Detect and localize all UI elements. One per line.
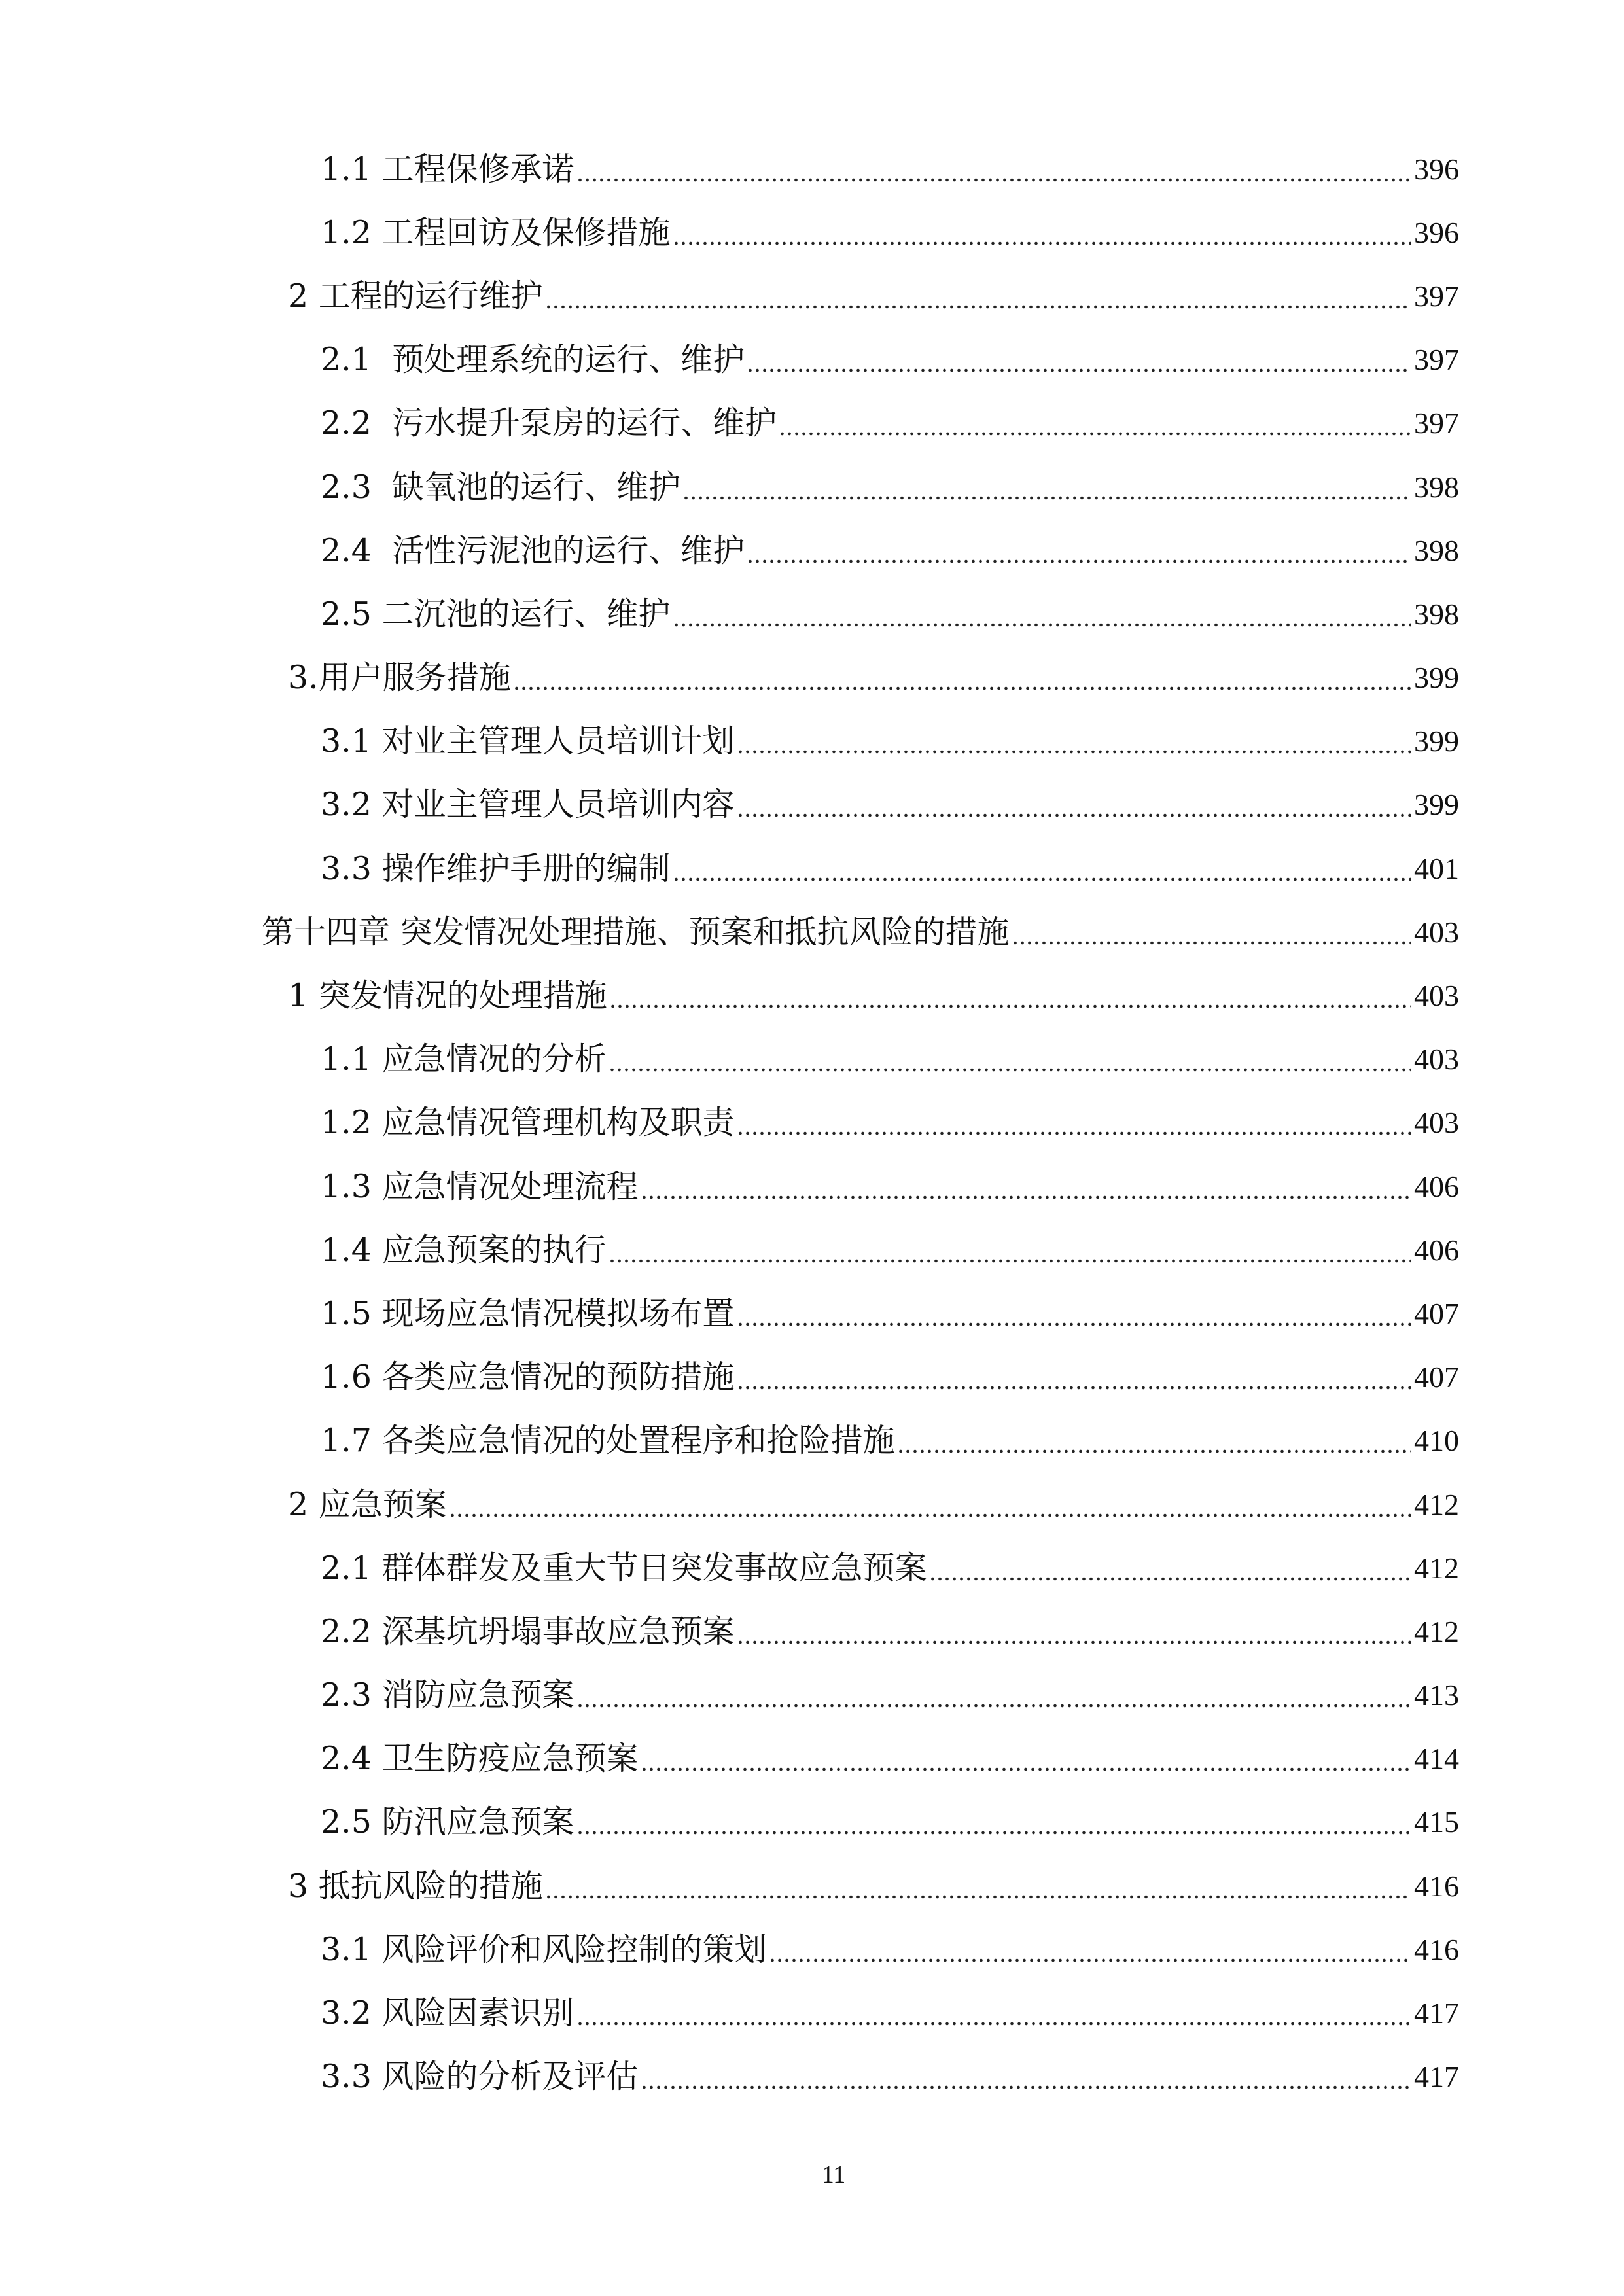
toc-entry-page: 398 <box>1414 470 1459 504</box>
toc-entry <box>262 1155 1459 1218</box>
toc-entry-title: 3.1 风险评价和风险控制的策划 <box>321 1930 767 1968</box>
dot-leader <box>747 347 1411 373</box>
dot-leader <box>609 1046 1411 1072</box>
toc-entry-page: 412 <box>1414 1551 1459 1585</box>
toc-entry-title: 第十四章 突发情况处理措施、预案和抵抗风险的措施 <box>262 913 1010 951</box>
toc-entry-page: 416 <box>1414 1932 1459 1966</box>
dot-leader <box>576 1809 1411 1835</box>
toc-entry-title: 1 突发情况的处理措施 <box>288 977 607 1015</box>
toc-entry-title: 2.1 预处理系统的运行、维护 <box>321 341 745 379</box>
dot-leader <box>897 1428 1411 1454</box>
toc-entry <box>262 1791 1459 1854</box>
toc-entry <box>262 392 1459 455</box>
toc-entry <box>262 1409 1459 1473</box>
toc-entry-page: 399 <box>1414 788 1459 822</box>
toc-entry-page: 407 <box>1414 1296 1459 1330</box>
toc-entry-page: 396 <box>1414 152 1459 186</box>
toc-entry-page: 415 <box>1414 1805 1459 1839</box>
dot-leader <box>737 1619 1411 1645</box>
dot-leader <box>737 1110 1411 1136</box>
toc-entry-page: 406 <box>1414 1169 1459 1203</box>
toc-entry-page: 417 <box>1414 1996 1459 2030</box>
toc-entry-page: 397 <box>1414 406 1459 440</box>
toc-entry-title: 2 应急预案 <box>288 1485 447 1523</box>
toc-entry-title: 1.1 工程保修承诺 <box>321 150 574 188</box>
toc-entry-title: 3.1 对业主管理人员培训计划 <box>321 722 735 760</box>
toc-entry-title: 3 抵抗风险的措施 <box>288 1867 543 1905</box>
toc-entry-page: 407 <box>1414 1360 1459 1394</box>
toc-entry <box>262 582 1459 646</box>
toc-entry-title: 2.3 缺氧池的运行、维护 <box>321 468 681 506</box>
dot-leader <box>779 410 1411 436</box>
dot-leader <box>747 538 1411 564</box>
toc-entry <box>262 964 1459 1027</box>
dot-leader <box>682 474 1411 501</box>
toc-entry-title: 1.2 应急情况管理机构及职责 <box>321 1104 735 1142</box>
toc-entry-title: 2.5 二沉池的运行、维护 <box>321 595 671 633</box>
toc-entry <box>262 900 1459 964</box>
toc-entry-title: 1.5 现场应急情况模拟场布置 <box>321 1294 735 1332</box>
dot-leader <box>576 2000 1411 2026</box>
toc-entry-title: 3.2 对业主管理人员培训内容 <box>321 786 735 824</box>
dot-leader <box>576 1682 1411 1708</box>
toc-entry-title: 1.7 各类应急情况的处置程序和抢险措施 <box>321 1422 895 1460</box>
toc-entry-title: 2.5 防汛应急预案 <box>321 1803 574 1841</box>
toc-entry-title: 1.1 应急情况的分析 <box>321 1040 607 1078</box>
toc-entry <box>262 1600 1459 1663</box>
toc-entry-page: 397 <box>1414 279 1459 313</box>
toc-entry-title: 3.用户服务措施 <box>288 659 511 697</box>
dot-leader <box>737 792 1411 818</box>
dot-leader <box>609 1237 1411 1263</box>
toc-entry-title: 2.1 群体群发及重大节日突发事故应急预案 <box>321 1549 927 1587</box>
toc-entry <box>262 646 1459 710</box>
toc-entry <box>262 1346 1459 1409</box>
toc-entry <box>262 1981 1459 2045</box>
toc-entry-page: 406 <box>1414 1233 1459 1267</box>
toc-entry-page: 396 <box>1414 215 1459 249</box>
toc-entry-page: 401 <box>1414 851 1459 885</box>
toc-entry <box>262 1282 1459 1345</box>
toc-entry-title: 3.3 风险的分析及评估 <box>321 2058 639 2096</box>
toc-entry-title: 1.6 各类应急情况的预防措施 <box>321 1358 735 1396</box>
toc-entry <box>262 1664 1459 1727</box>
toc-entry-title: 2.2 污水提升泵房的运行、维护 <box>321 404 777 442</box>
toc-entry <box>262 1727 1459 1791</box>
toc-entry <box>262 137 1459 201</box>
toc-entry-title: 2.2 深基坑坍塌事故应急预案 <box>321 1612 735 1650</box>
dot-leader <box>769 1937 1411 1963</box>
toc-entry-page: 417 <box>1414 2060 1459 2094</box>
toc-entry-page: 403 <box>1414 1106 1459 1140</box>
dot-leader <box>737 1364 1411 1390</box>
toc-entry <box>262 201 1459 264</box>
toc-entry <box>262 519 1459 582</box>
toc-entry <box>262 1473 1459 1536</box>
toc-entry-title: 2.4 卫生防疫应急预案 <box>321 1740 639 1778</box>
dot-leader <box>673 601 1411 627</box>
dot-leader <box>673 856 1411 882</box>
toc-entry-title: 2 工程的运行维护 <box>288 277 543 315</box>
toc-entry <box>262 1536 1459 1600</box>
table-of-contents <box>262 137 1459 2109</box>
toc-entry-title: 3.2 风险因素识别 <box>321 1994 574 2032</box>
toc-entry <box>262 710 1459 773</box>
toc-entry-page: 412 <box>1414 1487 1459 1521</box>
toc-entry <box>262 264 1459 328</box>
toc-entry-title: 3.3 操作维护手册的编制 <box>321 849 671 887</box>
dot-leader <box>737 1301 1411 1327</box>
toc-entry <box>262 2045 1459 2109</box>
toc-entry-page: 399 <box>1414 724 1459 758</box>
dot-leader <box>673 220 1411 246</box>
dot-leader <box>929 1555 1411 1581</box>
toc-entry-page: 403 <box>1414 1042 1459 1076</box>
dot-leader <box>449 1492 1411 1518</box>
toc-entry <box>262 837 1459 900</box>
dot-leader <box>545 283 1411 309</box>
toc-entry-page: 412 <box>1414 1614 1459 1648</box>
dot-leader <box>609 983 1411 1009</box>
toc-entry <box>262 1918 1459 1981</box>
toc-entry <box>262 455 1459 519</box>
dot-leader <box>1012 919 1411 945</box>
toc-entry-page: 414 <box>1414 1742 1459 1776</box>
toc-entry-page: 398 <box>1414 597 1459 631</box>
toc-entry <box>262 328 1459 392</box>
toc-entry-page: 413 <box>1414 1678 1459 1712</box>
toc-entry-title: 2.4 活性污泥池的运行、维护 <box>321 531 745 569</box>
dot-leader <box>737 728 1411 754</box>
toc-entry-title: 1.2 工程回访及保修措施 <box>321 213 671 251</box>
toc-entry <box>262 1854 1459 1918</box>
toc-entry-page: 399 <box>1414 661 1459 695</box>
toc-entry <box>262 1091 1459 1155</box>
toc-entry-page: 403 <box>1414 915 1459 949</box>
toc-entry-title: 2.3 消防应急预案 <box>321 1676 574 1714</box>
dot-leader <box>545 1873 1411 1899</box>
toc-entry-title: 1.3 应急情况处理流程 <box>321 1167 639 1205</box>
dot-leader <box>641 2064 1411 2090</box>
toc-entry-title: 1.4 应急预案的执行 <box>321 1231 607 1269</box>
toc-entry-page: 410 <box>1414 1424 1459 1458</box>
dot-leader <box>641 1746 1411 1772</box>
toc-entry-page: 416 <box>1414 1869 1459 1903</box>
toc-entry <box>262 1028 1459 1091</box>
toc-entry <box>262 1218 1459 1282</box>
toc-entry-page: 403 <box>1414 979 1459 1013</box>
dot-leader <box>641 1174 1411 1200</box>
page-number: 11 <box>821 2161 846 2189</box>
toc-entry <box>262 773 1459 837</box>
toc-entry-page: 398 <box>1414 533 1459 567</box>
dot-leader <box>576 156 1411 183</box>
toc-entry-page: 397 <box>1414 343 1459 377</box>
dot-leader <box>513 665 1411 691</box>
